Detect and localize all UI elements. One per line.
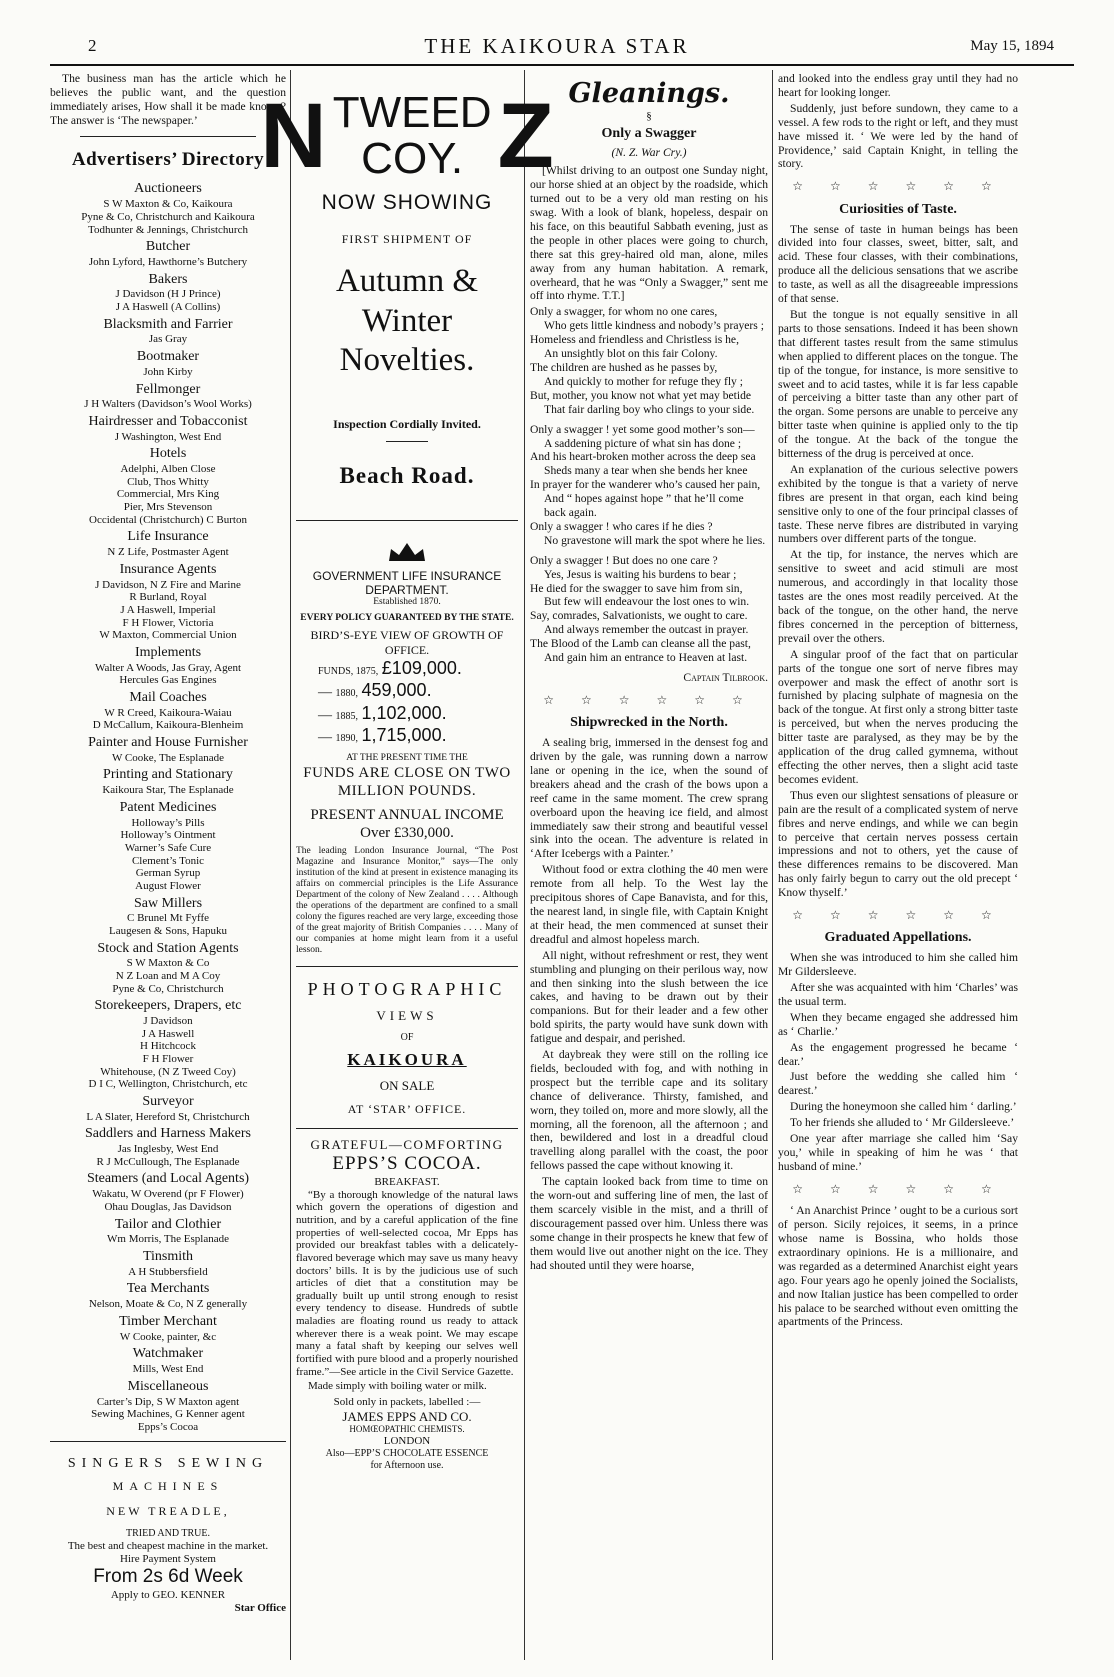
directory-heading: Miscellaneous [127, 1378, 209, 1394]
directory-entry: R J McCullough, The Esplanade [96, 1155, 240, 1168]
directory-heading: Insurance Agents [119, 561, 217, 577]
directory-heading: Hairdresser and Tobacconist [88, 413, 248, 429]
shipwreck-paragraph: Without food or extra clothing the 40 men were remote from all help. To the West lay the precipitous shores of Cape Banavista, and for this, the nearest land, in single file, with Captain Knight at their head, the men commenced at sunset their dreadful and almost hopeless march. [530, 863, 768, 946]
taste-article [778, 223, 1018, 901]
singer-tried: TRIED AND TRUE. [126, 1528, 210, 1540]
tweed-word: TWEED [332, 88, 492, 137]
directory-entry: Mills, West End [132, 1363, 204, 1376]
epps-title: EPPS’S COCOA. [332, 1152, 482, 1174]
gov-established: Established 1870. [373, 597, 441, 608]
crown-logo-icon [387, 539, 427, 563]
swagger-source: (N. Z. War Cry.) [611, 146, 687, 160]
directory-heading: Blacksmith and Farrier [103, 316, 233, 332]
star-divider: ☆ ☆ ☆ ☆ ☆ ☆ [792, 908, 1004, 923]
directory-entry: Carter’s Dip, S W Maxton agent [96, 1395, 240, 1408]
shipwreck-title: Shipwrecked in the North. [570, 715, 728, 731]
directory-entry: Commercial, Mrs King [116, 488, 220, 501]
directory-entry: A H Stubbersfield [128, 1265, 208, 1278]
tweed-coy: COY. [361, 134, 464, 184]
grateful: GRATEFUL—COMFORTING [310, 1137, 504, 1153]
poem-signature: Captain Tilbrook. [683, 671, 768, 684]
swagger-title: Only a Swagger [601, 125, 697, 141]
directory-entry: Jas Gray [148, 333, 188, 346]
column-2 [260, 72, 554, 1662]
poem-line: But, mother, you know not what yet may betide [530, 388, 752, 402]
directory-heading: Mail Coaches [129, 689, 207, 705]
graduated-title: Graduated Appellations. [824, 930, 972, 946]
directory-entry: L A Slater, Hereford St, Christchurch [86, 1110, 250, 1123]
epps-afternoon: for Afternoon use. [370, 1460, 444, 1472]
column-rule [524, 70, 525, 1660]
of: OF [400, 1031, 414, 1043]
singer-heading: SINGERS SEWING [67, 1456, 269, 1472]
anarchist-paragraph: ‘ An Anarchist Prince ’ ought to be a curious sort of person. Sicily rejoices, it seems, in a prince whose name is Bossina, who holds those extraordinary opinions. He is a millionaire, and was regarded as a determined Anarchist eight years ago. Four years ago he openly joined the Socialists, and now Italian justice has been compelled to order his palace to be searched without even omitting the apartments of the Princess. [778, 1204, 1018, 1329]
business-paragraph: The business man has the article which he believes the public want, and the question immediately arises, How shall it be made known? The answer is ‘The newspaper.’ [50, 72, 286, 127]
gov-birdseye: BIRD’S-EYE VIEW OF GROWTH OF OFFICE. [310, 628, 504, 657]
year-1880: 1880, [335, 688, 358, 700]
directory-heading: Bakers [148, 271, 188, 287]
poem-line: And gain him an entrance to Heaven at last. [544, 651, 748, 665]
newspaper-title: THE KAIKOURA STAR [424, 34, 690, 58]
breakfast: BREAKFAST. [374, 1175, 440, 1188]
directory-entry: Todhunter & Jennings, Christchurch [88, 223, 248, 236]
poem-line: Only a swagger ! who cares if he dies ? [530, 519, 713, 533]
taste-paragraph: At the tip, for instance, the nerves which are sensitive to sweet and acid stimuli are most numerous, and accordingly in that locality those tastes are the ones most readily perceived. At the back of the tongue, on the other hand, the nerve fibres concerned in the perception of bitterness, prevail over the others. [778, 548, 1018, 645]
directory-entry: Occidental (Christchurch) C Burton [89, 513, 247, 526]
swagger-poem [530, 305, 768, 671]
directory-heading: Watchmaker [132, 1346, 204, 1362]
gov-funds-close: FUNDS ARE CLOSE ON TWO MILLION POUNDS. [303, 765, 511, 800]
directory-heading: Painter and House Furnisher [88, 735, 248, 750]
singer-apply: Apply to GEO. KENNER [110, 1589, 226, 1602]
directory-entry: John Kirby [143, 365, 193, 378]
directory-heading: Tea Merchants [126, 1281, 210, 1297]
epps-james: JAMES EPPS AND CO. [342, 1408, 472, 1424]
directory-entry: J Davidson, N Z Fire and Marine [95, 578, 241, 591]
graduated-paragraph: When she was introduced to him she called him Mr Gildersleeve. [778, 951, 1018, 979]
shipwreck-paragraph: All night, without refreshment or rest, they went stumbling and plunging on their perilous way, now and then sinking into the slush between the ice cakes, and having to be drawn out by their companions. But for their leader and a few other bold spirits, the party would have sunk down with fatigue and despair, and perished. [530, 948, 768, 1046]
directory-entry: N Z Life, Postmaster Agent [107, 546, 229, 559]
epps-london: LONDON [383, 1435, 431, 1448]
directory-entry: Kaikoura Star, The Esplanade [102, 784, 234, 797]
funds-1875: £109,000. [381, 657, 462, 678]
tweed-n: N [260, 85, 327, 188]
directory-entry: Pyne & Co, Christchurch [112, 982, 224, 995]
shipwreck-article [530, 736, 768, 1272]
funds-1885: 1,102,000. [361, 702, 447, 723]
poem-line: An unsightly blot on this fair Colony. [544, 347, 718, 361]
directory-entry: W R Creed, Kaikoura-Waiau [104, 706, 232, 719]
graduated-paragraph: After she was acquainted with him ‘Charles’ was the usual term. [778, 981, 1018, 1008]
directory-heading: Storekeepers, Drapers, etc [94, 998, 242, 1014]
singer-star-office: Star Office [234, 1602, 286, 1615]
directory-entry: Wm Morris, The Esplanade [107, 1233, 229, 1246]
directory-entry: R Burland, Royal [129, 591, 207, 604]
gov-guarantee: EVERY POLICY GUARANTEED BY THE STATE. [300, 612, 514, 623]
year-1885: 1885, [335, 710, 358, 722]
poem-line: Only a swagger, for whom no one cares, [530, 305, 718, 319]
taste-paragraph: Thus even our slightest sensations of pleasure or pain are the result of a complicated system of nerve fibres and nerve endings, and while we can begin to perceive that certain nerves possess certain impressions and not to others, yet the cause of these differences remains to be discovered. Man has only fairly begun to carry out the old precept ‘ Know thyself.’ [778, 788, 1018, 900]
directory-heading: Surveyor [142, 1093, 194, 1109]
masthead-rule [50, 64, 1074, 66]
directory-entry: F H Flower [142, 1053, 194, 1066]
directory-heading: Tinsmith [142, 1248, 194, 1264]
directory-heading: Timber Merchant [119, 1313, 217, 1329]
poem-line: Yes, Jesus is waiting his burdens to bear ; [544, 567, 737, 581]
funds-1880: 459,000. [361, 680, 432, 701]
graduated-paragraph: As the engagement progressed he became ‘ dear.’ [778, 1040, 1018, 1068]
graduated-paragraph: During the honeymoon she called him ‘ darling.’ [790, 1100, 1017, 1114]
directory-entry: D I C, Wellington, Christchurch, etc [88, 1078, 248, 1091]
shipwreck-paragraph: At daybreak they were still on the rolling ice fields, beclouded with fog, and with nothing in prospect but the terrible cape and its solitary chance of deliverance. Thirsty, famished, and worn, they toiled on, more and more slowly, all the morning, all the forenoon, all the afternoon ; and then, bewildered and lost in a dreadful cloud travelling along parallel with the coast, the poor fellows passed the cape without knowing it. [530, 1048, 768, 1173]
directory-entry: C Brunel Mt Fyffe [127, 912, 209, 925]
poem-line: The Blood of the Lamb can cleanse all the past, [530, 637, 751, 651]
poem-line: Who gets little kindness and nobody’s prayers ; [544, 319, 764, 333]
divider [296, 520, 518, 521]
advertisers-directory [50, 181, 286, 1433]
divider [296, 1128, 518, 1129]
issue-date: May 15, 1894 [970, 38, 1054, 54]
first-shipment: FIRST SHIPMENT OF [341, 231, 473, 246]
poem-line: And his heart-broken mother across the deep sea [530, 450, 756, 464]
directory-heading: Life Insurance [127, 529, 209, 545]
directory-entry: German Syrup [135, 867, 201, 880]
singer-best: The best and cheapest machine in the market. [67, 1540, 269, 1553]
funds-1890: 1,715,000. [361, 725, 447, 746]
directory-entry: F H Flower, Victoria [122, 616, 214, 629]
poem-line: And quickly to mother for refuge they fly ; [544, 374, 743, 388]
directory-entry: Jas Inglesby, West End [117, 1143, 219, 1156]
views: VIEWS [376, 1008, 438, 1024]
directory-entry: J Davidson (H J Prince) [115, 288, 221, 301]
directory-heading: Saw Millers [133, 895, 203, 911]
directory-entry: Epps’s Cocoa [137, 1420, 199, 1433]
divider [296, 966, 518, 967]
directory-heading: Hotels [149, 446, 187, 462]
directory-entry: J A Haswell, Imperial [120, 603, 216, 616]
graduated-paragraph: Just before the wedding she called him ‘ dearest.’ [778, 1070, 1018, 1098]
poem-line: Sheds many a tear when she bends her knee [544, 464, 748, 478]
gov-journal-quote: The leading London Insurance Journal, “The Post Magazine and Insurance Monitor,” says—The only institution of the kind at present in existence managing its affairs on commercial principles is the Life Assurance Department of the colony of New Zealand . . . . Although the operations of the department are confined to a small colony the figures reached are very large, exceeding those of the great majority of British Companies . . . . Many of our companies at home might learn from it a useful lesson. [296, 846, 518, 955]
poem-line: The children are hushed as he passes by, [530, 360, 718, 374]
star-divider: ☆ ☆ ☆ ☆ ☆ ☆ [792, 1181, 1004, 1196]
taste-paragraph: A singular proof of the fact that on particular parts of the tongue one sort of nerve fibres may overpower and mask the effect of anothr sort is furnished by placing sulphate of magnesia on the back of the tongue. At first only a strong bitter taste is perceived, but when the nerves producing the bitter taste are paralysed, as they may be by the application of the drug called gymnema, without effecting the other nerves, then a slight acid taste becomes evident. [778, 647, 1018, 786]
directory-entry: W Cooke, The Esplanade [111, 751, 224, 764]
now-showing: NOW SHOWING [321, 191, 493, 215]
directory-entry: Laugesen & Sons, Hapuku [109, 924, 227, 937]
shipwreck-continued-2: Suddenly, just before sundown, they came to a vessel. A few rods to the right or left, and they must have missed it. ‘ We were led by the hand of Providence,’ said Captain Knight, in telling the story. [778, 101, 1018, 171]
poem-line: Only a swagger ! yet some good mother’s son— [530, 422, 755, 436]
poem-line: He died for the swagger to save him from sin, [530, 581, 743, 595]
poem-line: And “ hopes against hope ” that he’ll come back again. [544, 492, 744, 520]
graduated-article [778, 951, 1018, 1174]
directory-heading: Steamers (and Local Agents) [86, 1171, 250, 1187]
directory-entry: W Cooke, painter, &c [119, 1330, 217, 1343]
tweed-z: Z [497, 85, 554, 188]
directory-entry: Sewing Machines, G Kenner agent [91, 1408, 245, 1421]
year-1890: 1890, [335, 733, 358, 745]
directory-entry: D McCallum, Kaikoura-Blenheim [92, 719, 244, 732]
taste-title: Curiosities of Taste. [839, 201, 957, 217]
epps-sold: Sold only in packets, labelled :— [333, 1395, 481, 1408]
directory-heading: Implements [134, 644, 202, 660]
directory-entry: Hercules Gas Engines [119, 674, 217, 687]
singer-advert [50, 1456, 286, 1615]
page-number: 2 [88, 36, 97, 55]
poem-line: No gravestone will mark the spot where he lies. [544, 533, 766, 547]
gov-at-time: AT THE PRESENT TIME THE [346, 752, 468, 763]
shipwreck-paragraph: A sealing brig, immersed in the densest fog and driven by the gale, was running down a narrow lane or opening in the ice, when the sound of breakers ahead and the crash of the bows upon a reef came in the same moment. The crew sprang overboard upon the heaving ice field, and almost immediately saw their strong and beautiful vessel sink into the ocean. The adventure is related in ‘After Icebergs with a Painter.’ [530, 736, 768, 861]
epps-body: “By a thorough knowledge of the natural laws which govern the operations of digestion and nutrition, and by a careful application of the fine properties of well-selected cocoa, Mr Epps has provided our breakfast tables with a delicately-flavored beverage which may save us many heavy doctors’ bills. It is by the judicious use of such articles of diet that a constitution may be gradually built up until strong enough to resist every tendency to disease. Hundreds of subtle maladies are floating round us ready to attack wherever there is a weak point. We may escape many a fatal shaft by keeping our selves well fortified with pure blood and a properly nourished frame.”—See article in the Civil Service Gazette. [296, 1188, 518, 1378]
funds-label: FUNDS, 1875, [318, 665, 379, 677]
epps-cocoa-advert [296, 1137, 518, 1472]
poem-line: A saddening picture of what sin has done ; [544, 436, 742, 450]
directory-entry: Clement’s Tonic [131, 854, 205, 867]
photographic-advert [296, 979, 518, 1117]
directory-entry: Warner’s Safe Cure [124, 841, 212, 854]
divider [386, 441, 428, 442]
poem-line: Only a swagger ! But does no one care ? [530, 553, 718, 567]
column-1 [50, 72, 286, 1662]
directory-heading: Printing and Stationary [103, 767, 233, 783]
directory-heading: Patent Medicines [119, 799, 217, 815]
directory-entry: Holloway’s Pills [131, 816, 205, 829]
directory-entry: Pier, Mrs Stevenson [123, 501, 213, 514]
epps-chemists: HOMŒOPATHIC CHEMISTS. [349, 1424, 465, 1435]
on-sale: ON SALE [379, 1078, 435, 1094]
graduated-paragraph: When they became engaged she addressed him as ‘ Charlie.’ [778, 1010, 1018, 1038]
directory-entry: J H Walters (Davidson’s Wool Works) [84, 398, 252, 411]
gov-figures: FUNDS, 1875, £109,000. — 1880, 459,000. — 1885, 1,102,000. — 1890, 1,715,000. [318, 657, 462, 746]
column-4 [778, 72, 1018, 1662]
taste-paragraph: The sense of taste in human beings has been divided into four classes, sweet, bitter, salt, and acid. These four classes, with their combinations, produce all the delicious sensations that we ascribe to taste, as well as all the disagreeable impressions of that sense. [778, 222, 1018, 306]
swagger-intro: [Whilst driving to an outpost one Sunday night, our horse shied at an object by the roadside, which turned out to be a very old man resting on his swag. With a look of blank, hopeless, despair on his face, on this beautiful Sabbath evening, just as the people in other places were going to church, there sat this grey-haired old man, alone, miles away from any human habitation. A remark, overheard, that he was “Only a Swagger,” sent me off into rhyme. T.T.] [530, 164, 768, 303]
poem-line: But few will endeavour the lost ones to win. [544, 595, 750, 609]
directory-entry: J Davidson [143, 1015, 193, 1028]
column-3 [530, 72, 768, 1662]
directory-entry: Adelphi, Alben Close [120, 463, 216, 476]
gleanings-heading: Gleanings. [568, 78, 730, 109]
directory-entry: John Lyford, Hawthorne’s Butchery [88, 255, 248, 268]
directory-entry: Club, Thos Whitty [127, 475, 209, 488]
taste-paragraph: But the tongue is not equally sensitive in all parts to those sensations. Indeed it has been shown that different tastes result from the same stimulus when applied to different places on the tongue. The tip of the tongue, for instance, is more sensitive to sweet and to acid tastes, while it is far less capable of perceiving a bitter taste than any other part of the organ. Some persons are unable to perceive any bitter taste when quinine is applied only to the tip of the tongue. At the back of the tongue the bitterness of the drug is perceived at once. [778, 307, 1018, 461]
directory-heading: Stock and Station Agents [97, 940, 239, 956]
section-mark: § [646, 110, 652, 123]
epps-made: Made simply with boiling water or milk. [308, 1380, 487, 1393]
directory-entry: Ohau Douglas, Jas Davidson [104, 1200, 232, 1213]
photographic: PHOTOGRAPHIC [307, 978, 507, 999]
singer-hire: Hire Payment System [120, 1553, 216, 1566]
singer-price: From 2s 6d Week [93, 1566, 243, 1588]
star-divider: ☆ ☆ ☆ ☆ ☆ ☆ [792, 179, 1004, 194]
directory-entry: Wakatu, W Overend (pr F Flower) [92, 1188, 244, 1201]
graduated-paragraph: One year after marriage she called him ‘Say you,’ while in speaking of him he was ‘ that husband of mine.’ [778, 1132, 1018, 1173]
directory-heading: Auctioneers [134, 181, 202, 197]
directory-heading: Saddlers and Harness Makers [84, 1126, 251, 1142]
gov-present-income: PRESENT ANNUAL INCOME Over £330,000. [310, 807, 504, 842]
divider [80, 136, 256, 137]
poem-line: That fair darling boy who clings to your side. [544, 402, 755, 416]
epps-also: Also—EPP’S CHOCOLATE ESSENCE [325, 1448, 489, 1460]
beach-road: Beach Road. [339, 463, 475, 489]
masthead [60, 36, 1054, 58]
star-divider: ☆ ☆ ☆ ☆ ☆ ☆ [543, 692, 755, 707]
directory-entry: Nelson, Moate & Co, N Z generally [88, 1298, 248, 1311]
poem-line: And always remember the outcast in prayer. [544, 623, 749, 637]
directory-entry: J A Haswell (A Collins) [115, 301, 221, 314]
column-rule [772, 70, 773, 1660]
directory-entry: J Washington, West End [114, 430, 222, 443]
directory-entry: Whitehouse, (N Z Tweed Coy) [100, 1065, 236, 1078]
gov-heading: GOVERNMENT LIFE INSURANCE DEPARTMENT. [312, 568, 502, 598]
autumn-winter: Autumn & Winter [335, 262, 479, 339]
directory-heading: Bootmaker [136, 349, 200, 365]
directory-entry: Pyne & Co, Christchurch and Kaikoura [81, 210, 255, 223]
shipwreck-paragraph: The captain looked back from time to time on the worn-out and suffering line of men, the last of them scarcely visible in the mist, and a thrill of discouragement passed over him. Unless there was some change in their prospects he knew that few of them would live out another night on the ice. They had shouted until they were hoarse, [530, 1175, 768, 1272]
poem-line: Homeless and friendless and Christless is he, [530, 333, 739, 347]
directory-entry: H Hitchcock [140, 1040, 196, 1053]
directory-entry: J A Haswell [141, 1027, 195, 1040]
directory-entry: S W Maxton & Co [126, 957, 210, 970]
directory-entry: August Flower [135, 879, 201, 892]
novelties: Novelties. [339, 342, 475, 379]
government-insurance-advert [296, 529, 518, 956]
taste-paragraph: An explanation of the curious selective powers exhibited by the tongue is that a variety of nerve fibres are present in that organ, each kind being sensitive only to one of the four principal classes of taste. These nerve fibres are distributed in varying numbers over different parts of the tongue. [778, 462, 1018, 546]
graduated-paragraph: To her friends she alluded to ‘ Mr Gildersleeve.’ [790, 1116, 1015, 1130]
directory-heading: Tailor and Clothier [114, 1216, 222, 1232]
at-star-office: AT ‘STAR’ OFFICE. [347, 1101, 467, 1116]
singer-treadle: NEW TREADLE, [106, 1503, 230, 1518]
directory-entry: N Z Loan and M A Coy [115, 970, 221, 983]
poem-line: Say, comrades, Salvationists, we ought to care. [530, 609, 748, 623]
directory-heading: Fellmonger [135, 381, 201, 397]
directory-heading: Butcher [145, 239, 191, 255]
directory-entry: Walter A Woods, Jas Gray, Agent [94, 661, 242, 674]
divider [50, 1441, 286, 1442]
directory-entry: S W Maxton & Co, Kaikoura [103, 198, 233, 211]
inspection-invited: Inspection Cordially Invited. [333, 416, 481, 431]
shipwreck-continued: and looked into the endless gray until they had no heart for looking longer. [778, 72, 1018, 99]
directory-entry: Holloway’s Ointment [120, 829, 216, 842]
poem-line: In prayer for the wanderer who’s caused her pain, [530, 478, 761, 492]
column-rule [290, 70, 291, 1660]
directory-entry: W Maxton, Commercial Union [99, 629, 237, 642]
singer-machines: MACHINES [112, 1479, 224, 1494]
nz-tweed-advert [260, 85, 554, 490]
kaikoura: KAIKOURA [347, 1049, 467, 1069]
directory-title: Advertisers’ Directory [71, 148, 265, 170]
